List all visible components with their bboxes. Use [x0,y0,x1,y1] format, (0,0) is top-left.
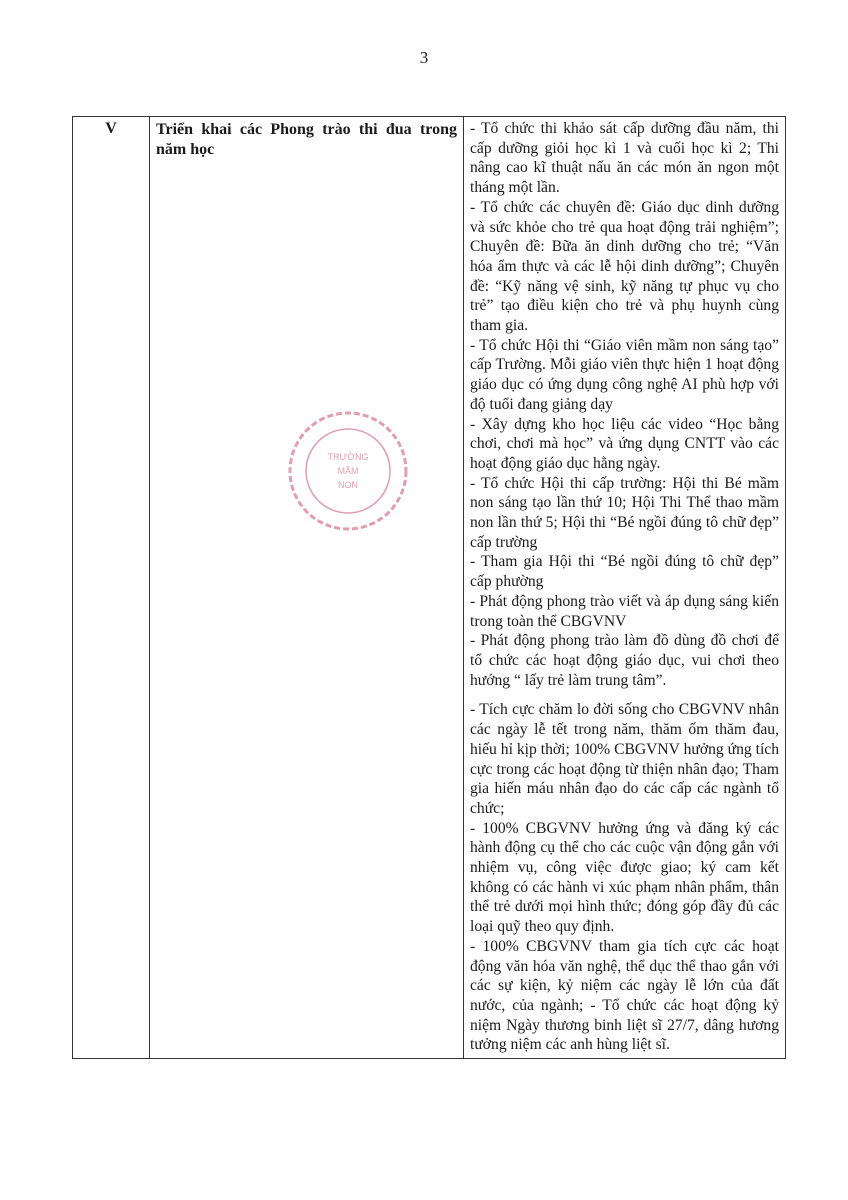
content-paragraph: - Tổ chức Hội thi cấp trường: Hội thi Bé mầm non sáng tạo lần thứ 10; Hội Thi Thể thao mầm non lần thứ 5; Hội thi “Bé ngồi đúng tô chữ đẹp” cấp trường [470,474,779,551]
content-paragraph: - Xây dựng kho học liệu các video “Học bằng chơi, chơi mà học” và ứng dụng CNTT vào các hoạt động giáo dục hằng ngày. [470,415,779,472]
table-row [73,117,786,1059]
group-spacer [470,690,779,700]
content-paragraph: - Tổ chức các chuyên đề: Giáo dục dinh dưỡng và sức khỏe cho trẻ qua hoạt động trải nghiệm”; Chuyên đề: Bữa ăn dinh dưỡng cho trẻ; “Văn hóa ẩm thực và các lễ hội dinh dưỡng”; Chuyên đề: “Kỹ năng vệ sinh, kỹ năng tự phục vụ cho trẻ” tạo điều kiện cho trẻ và phụ huynh cùng tham gia. [470,198,779,335]
content-paragraph: - Tổ chức thi khảo sát cấp dưỡng đầu năm, thi cấp dưỡng giỏi học kì 1 và cuối học kì 2; Thi nâng cao kĩ thuật nấu ăn các món ăn ngon một tháng một lần. [470,120,779,197]
plan-table [72,116,786,1059]
content-paragraph: - Phát động phong trào viết và áp dụng sáng kiến trong toàn thể CBGVNV [470,592,779,630]
page-number: 3 [419,48,429,67]
svg-text:NON: NON [338,480,358,490]
content-paragraph: - Phát động phong trào làm đồ dùng đồ chơi để tổ chức các hoạt động giáo dục, vui chơi theo hướng “ lấy trẻ làm trung tâm”. [470,632,779,689]
content-paragraph: - Tham gia Hội thi “Bé ngồi đúng tô chữ đẹp” cấp phường [470,553,779,591]
row-title: Triển khai các Phong trào thi đua trong năm học [150,117,464,1059]
content-paragraph: - 100% CBGVNV tham gia tích cực các hoạt động văn hóa văn nghệ, thể dục thể thao gắn với các sự kiện, kỷ niệm các ngày lễ lớn của đất nước, của ngành; - Tổ chức các hoạt động kỷ niệm Ngày thương binh liệt sĩ 27/7, dâng hương tưởng niệm các anh hùng liệt sĩ. [470,937,779,1054]
content-paragraph: - Tổ chức Hội thi “Giáo viên mầm non sáng tạo” cấp Trường. Mỗi giáo viên thực hiện 1 hoạt động giáo dục có ứng dụng công nghệ AI phù hợp với độ tuổi đang giảng dạy [470,336,779,413]
content-group-competitions [470,119,779,690]
svg-text:TRƯỜNG: TRƯỜNG [327,452,369,462]
svg-text:MẦM: MẦM [337,466,359,476]
content-group-welfare [470,700,779,1055]
content-paragraph: - 100% CBGVNV hưởng ứng và đăng ký các hành động cụ thể cho các cuộc vận động gắn với nhiệm vụ, công việc được giao; ký cam kết không có các hành vi xúc phạm nhân phẩm, thân thể trẻ dưới mọi hình thức; đóng góp đầy đủ các loại quỹ theo quy định. [470,819,779,936]
content-paragraph: - Tích cực chăm lo đời sống cho CBGVNV nhân các ngày lễ tết trong năm, thăm ốm thăm đau, hiếu hỉ kịp thời; 100% CBGVNV hưởng ứng tích cực trong các hoạt động từ thiện nhân đạo; Tham gia hiến máu nhân đạo do các cấp các ngành tổ chức; [470,701,779,817]
row-content [464,117,786,1059]
row-index: V [73,117,150,1059]
